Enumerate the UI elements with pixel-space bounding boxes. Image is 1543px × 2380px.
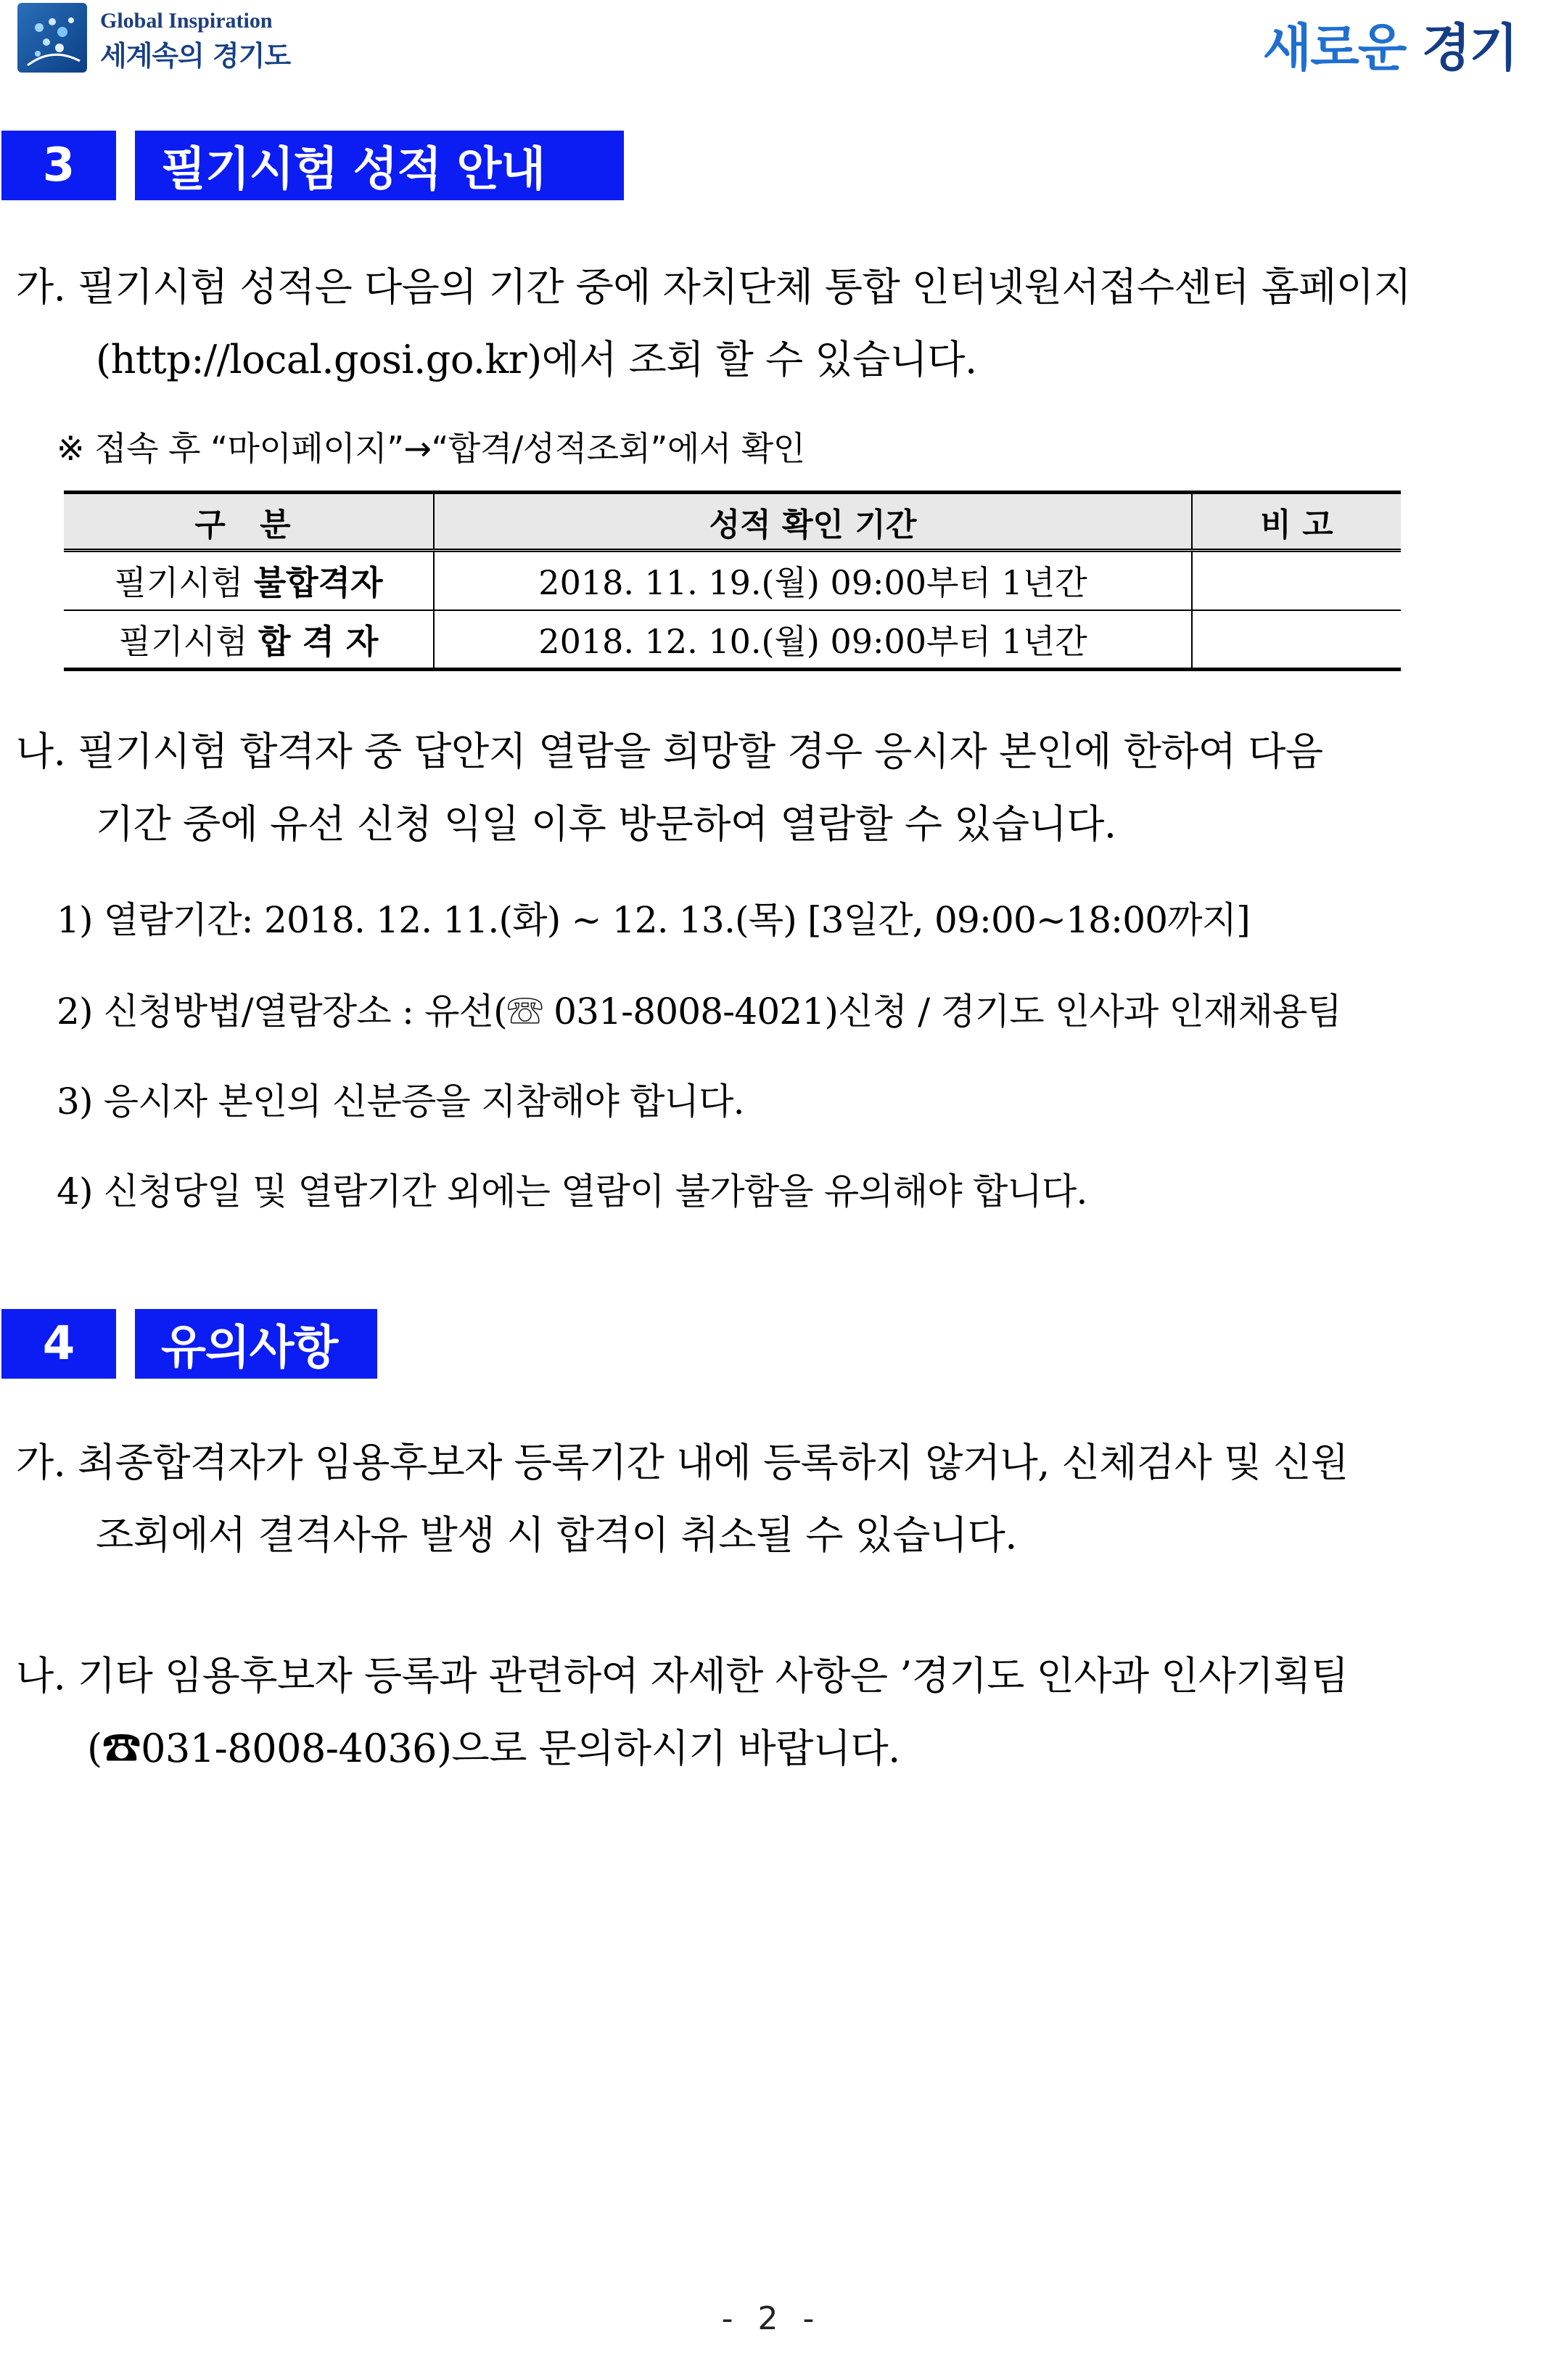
table-header-remark: 비 고 <box>1192 493 1401 551</box>
section3-number: 3 <box>1 131 116 200</box>
table-cell-category: 필기시험 합 격 자 <box>64 610 434 670</box>
table-header-period: 성적 확인 기간 <box>434 493 1192 551</box>
section3-para-ga-line1: 가. 필기시험 성적은 다음의 기간 중에 자치단체 통합 인터넷원서접수센터 홈페이지 <box>16 264 1412 310</box>
table-cell-category: 필기시험 불합격자 <box>64 551 434 610</box>
table-row <box>64 610 1401 670</box>
brand-slogan-part2: 경기 <box>1421 18 1517 78</box>
table-cell-period: 2018. 11. 19.(월) 09:00부터 1년간 <box>434 551 1192 610</box>
section3-para-na-line1: 나. 필기시험 합격자 중 답안지 열람을 희망할 경우 응시자 본인에 한하여 다음 <box>16 729 1323 774</box>
logo-tagline: Global Inspiration <box>100 9 273 33</box>
table-cell-remark <box>1192 551 1401 610</box>
section3-note: ※ 접속 후 “마이페이지”→“합격/성적조회”에서 확인 <box>57 429 805 468</box>
section3-item-4: 4) 신청당일 및 열람기간 외에는 열람이 불가함을 유의해야 합니다. <box>57 1170 1087 1212</box>
section3-item-3: 3) 응시자 본인의 신분증을 지참해야 합니다. <box>57 1080 744 1123</box>
section3-title: 필기시험 성적 안내 <box>135 131 624 200</box>
table-row <box>64 551 1401 610</box>
section3-para-na-line2: 기간 중에 유선 신청 익일 이후 방문하여 열람할 수 있습니다. <box>96 801 1116 847</box>
section3-item-2: 2) 신청방법/열람장소 : 유선(☏ 031-8008-4021)신청 / 경기도 인사과 인재채용팀 <box>57 990 1342 1033</box>
section3-para-ga-line2: (http://local.gosi.go.kr)에서 조회 할 수 있습니다. <box>96 337 977 382</box>
section4-para-ga-line1: 가. 최종합격자가 임용후보자 등록기간 내에 등록하지 않거나, 신체검사 및 신원 <box>16 1440 1349 1485</box>
table-cell-period: 2018. 12. 10.(월) 09:00부터 1년간 <box>434 610 1192 670</box>
section4-para-ga-line2: 조회에서 결격사유 발생 시 합격이 취소될 수 있습니다. <box>96 1512 1017 1558</box>
page-number: - 2 - <box>721 2300 822 2337</box>
table-header-category: 구 분 <box>64 493 434 551</box>
logo-title: 세계속의 경기도 <box>100 40 291 72</box>
table-cell-remark <box>1192 610 1401 670</box>
section4-para-na-line1: 나. 기타 임용후보자 등록과 관련하여 자세한 사항은 ’경기도 인사과 인사기획팀 <box>16 1653 1349 1699</box>
gyeonggi-logo-icon <box>17 3 87 73</box>
section4-number: 4 <box>1 1309 116 1379</box>
section3-item-1: 1) 열람기간: 2018. 12. 11.(화) ~ 12. 13.(목) [3일간, 09:00~18:00까지] <box>57 899 1250 941</box>
brand-slogan-part1: 새로운 <box>1262 18 1406 78</box>
brand-slogan <box>1263 7 1518 81</box>
score-check-table <box>64 491 1401 671</box>
section4-title: 유의사항 <box>135 1309 377 1379</box>
section4-para-na-line2: (☎031-8008-4036)으로 문의하시기 바랍니다. <box>87 1726 900 1771</box>
